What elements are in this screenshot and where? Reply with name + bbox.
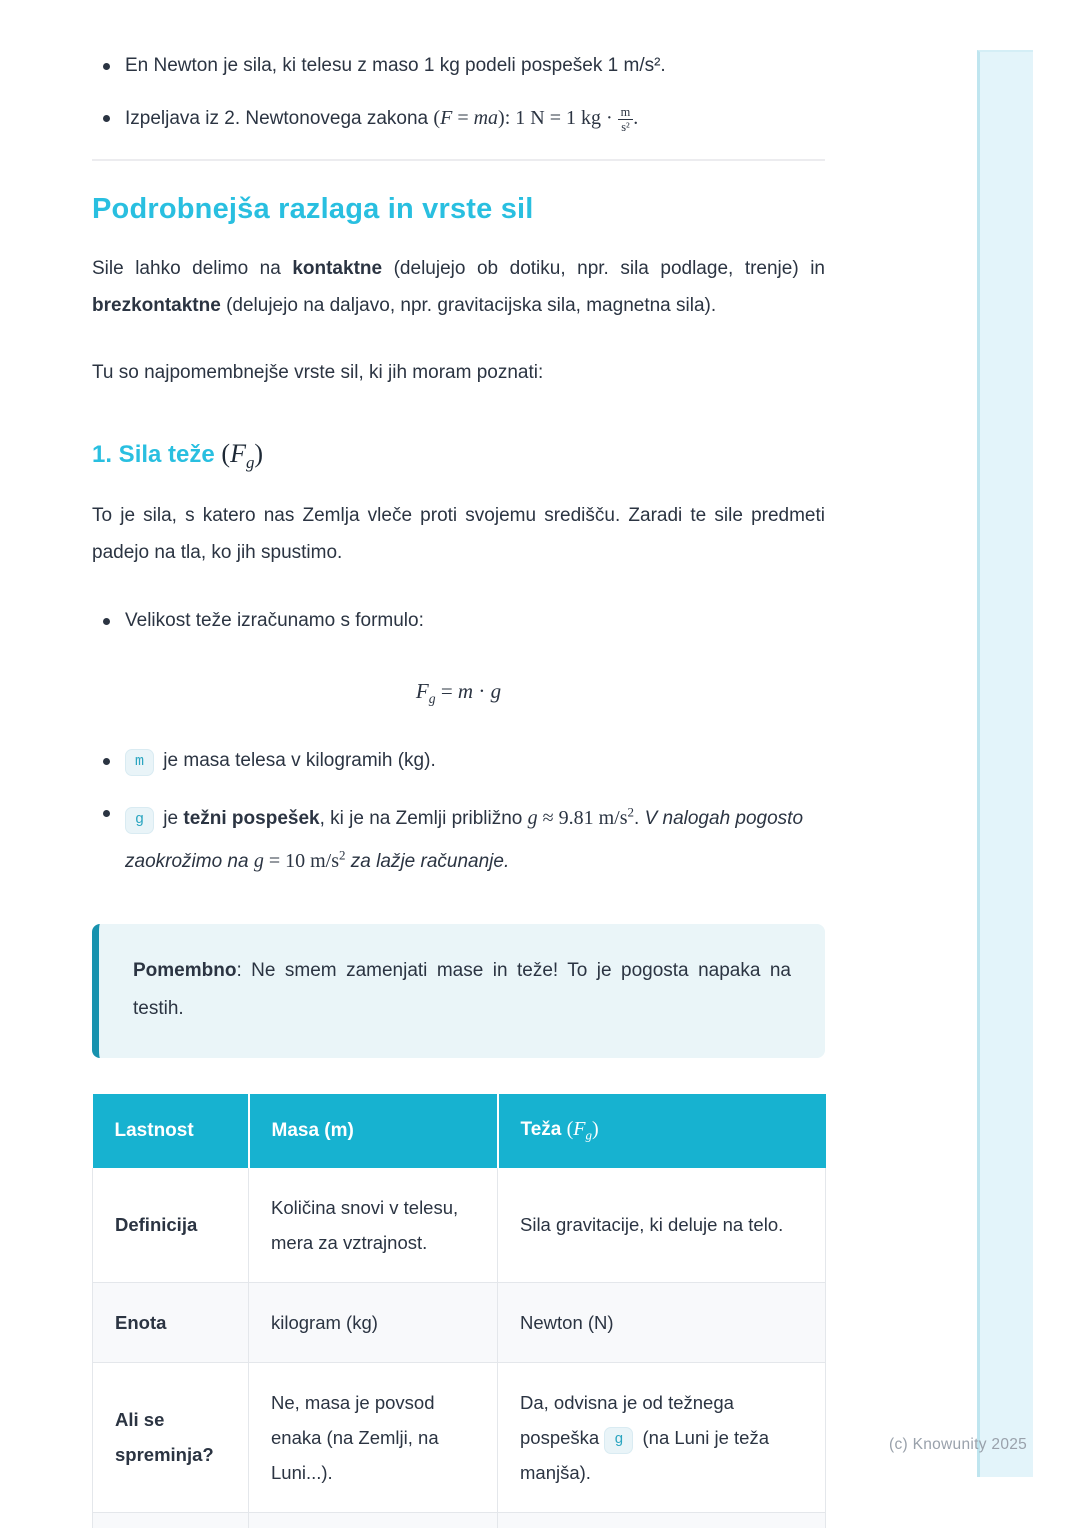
- row-label: Enota: [93, 1282, 249, 1362]
- gravity-variable-badge: g: [604, 1427, 633, 1454]
- forces-list-intro-paragraph: Tu so najpomembnejše vrste sil, ki jih moram poznati:: [92, 362, 544, 383]
- copyright-watermark: (c) Knowunity 2025: [889, 1436, 1028, 1453]
- row-label: Ali se spreminja?: [93, 1362, 249, 1512]
- row-label: Definicija: [93, 1168, 249, 1283]
- table-header-masa: Masa (m): [249, 1094, 498, 1168]
- bullet-dot-icon: [103, 810, 110, 817]
- table-header-lastnost: Lastnost: [93, 1094, 249, 1168]
- formula-variables-list: [92, 743, 825, 880]
- mass-variable-text: je masa telesa v kilogramih (kg).: [163, 749, 436, 771]
- table-row: [93, 1168, 826, 1283]
- cell-teza: Da, odvisna je od težnega pospeška g (na Luni je teža manjša).: [498, 1362, 826, 1512]
- cell-masa: kilogram (kg): [249, 1282, 498, 1362]
- mass-variable-badge: m: [125, 749, 154, 776]
- list-item: [92, 795, 825, 880]
- gravity-formula-intro-list: [92, 603, 825, 639]
- list-item: [92, 100, 825, 137]
- gravity-variable-text: je težni pospešek, ki je na Zemlji približno g ≈ 9.81 $m/s^2$. V nalogah pogosto zaokrožimo na g = 10 $m/s^2$ za lažje računanje.: [125, 804, 804, 872]
- gravity-variable-badge: g: [125, 807, 154, 834]
- list-item: [92, 48, 825, 84]
- important-callout: [92, 924, 825, 1058]
- section-divider: [92, 159, 825, 161]
- list-item: [92, 603, 825, 639]
- callout-text: : Ne smem zamenjati mase in teže! To je pogosta napaka na testih.: [133, 959, 791, 1019]
- formula-intro-text: Velikost teže izračunamo s formulo:: [125, 609, 424, 631]
- cell-teza: Newton (N): [498, 1282, 826, 1362]
- table-header-teza: Teža $(F_g)$: [498, 1094, 826, 1168]
- list-item: [92, 743, 825, 779]
- table-row-partial: [93, 1512, 826, 1528]
- callout-label: Pomembno: [133, 959, 237, 981]
- cell-masa: Količina snovi v telesu, mera za vztrajnost.: [249, 1168, 498, 1283]
- newton-intro-list: [92, 0, 825, 137]
- table-row: [93, 1282, 826, 1362]
- intro-bullet-1-text: En Newton je sila, ki telesu z maso 1 kg podeli pospešek 1 m/s².: [125, 55, 666, 76]
- gravity-formula: $F_g = m \cdot g$: [415, 678, 502, 706]
- page-edge-strip: [977, 50, 1033, 1477]
- bullet-dot-icon: [103, 115, 110, 122]
- cell-masa: Ne, masa je povsod enaka (na Zemlji, na Luni...).: [249, 1362, 498, 1512]
- bullet-dot-icon: [103, 618, 110, 625]
- bullet-dot-icon: [103, 758, 110, 765]
- table-row: [93, 1362, 826, 1512]
- document-content: [92, 0, 825, 1528]
- cell-teza: Sila gravitacije, ki deluje na telo.: [498, 1168, 826, 1283]
- bullet-dot-icon: [103, 63, 110, 70]
- section-title: Podrobnejša razlaga in vrste sil: [92, 193, 534, 225]
- mass-weight-comparison-table: [92, 1094, 826, 1528]
- fraction: $\frac{m}{\text{s²}}$: [618, 105, 634, 135]
- gravity-description-paragraph: To je sila, s katero nas Zemlja vleče proti svojemu središču. Zaradi te sile predmeti padejo na tla, ko jih spustimo.: [92, 504, 825, 563]
- table-header-row: [93, 1094, 826, 1168]
- gravity-subsection-title: 1. Sila teže $(F_g)$: [92, 439, 264, 472]
- forces-types-paragraph: Sile lahko delimo na kontaktne (delujejo ob dotiku, npr. sila podlage, trenje) in brezkontaktne (delujejo na daljavo, npr. gravitacijska sila, magnetna sila).: [92, 258, 825, 316]
- intro-bullet-2-text: Izpeljava iz 2. Newtonovega zakona: [125, 108, 434, 129]
- inline-math: (F = ma): 1 N = 1 kg · $\frac{m}{\text{s²}}$ .: [433, 104, 639, 134]
